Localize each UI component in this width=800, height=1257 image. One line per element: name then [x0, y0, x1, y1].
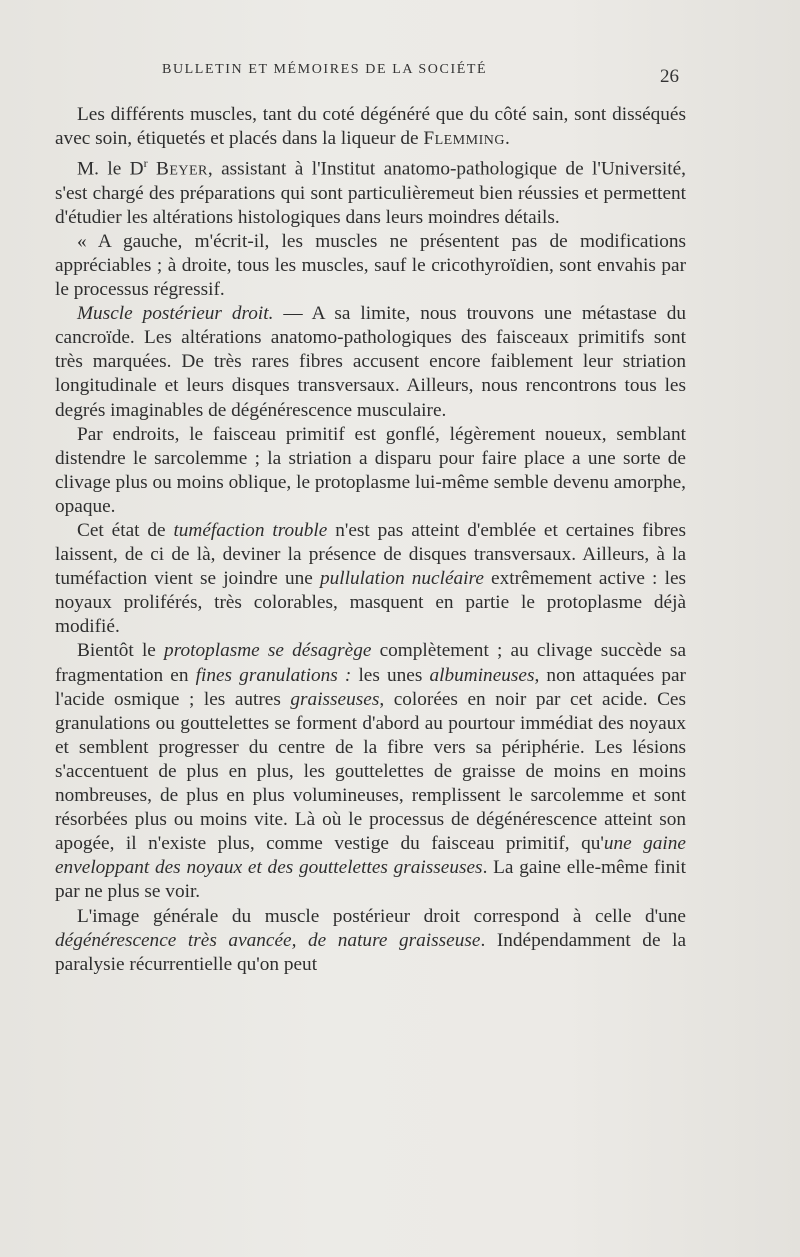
italic-phrase: pullulation nucléaire: [319, 568, 484, 590]
running-header: BULLETIN ET MÉMOIRES DE LA SOCIÉTÉ: [162, 62, 488, 77]
text-run: extrêmement active : les noyaux proliférés, très colorables, masquent en partie le protoplasme déjà modifié.: [55, 568, 686, 638]
text-run: Les différents muscles, tant du coté dégénéré que du côté sain, sont disséqués avec soin, étiquetés et placés dans la liqueur de: [55, 104, 686, 150]
text-run: Cet état de: [77, 520, 174, 542]
paragraph: [55, 302, 686, 422]
paragraph: [55, 423, 686, 519]
text-run: « A gauche, m'écrit-il, les muscles ne présentent pas de modifications appréciables ; à droite, tous les muscles, sauf le cricothyroïdien, sont envahis par le processus régressif.: [55, 230, 686, 301]
text-run: les unes: [351, 664, 430, 686]
paragraph: [55, 103, 686, 151]
body-text: [55, 103, 686, 977]
italic-phrase: tuméfaction trouble: [173, 520, 328, 542]
paragraph: [55, 230, 686, 302]
text-run: , colorées en noir par cet acide. Ces granulations ou gouttelettes se forment d'abord au pourtour immédiat des noyaux et semblent progresser du centre de la fibre vers sa périphérie. Les lésions s'accentuent de plus en plus, les gouttelettes de graisse de moins en moins nombreuses, de plus en plus volumineuses, remplissent le sarcolemme et sont résorbées plus ou moins vite. Là où le processus de dégénérescence atteint son apogée, il n'existe plus, comme vestige du faisceau primitif, qu': [55, 688, 686, 855]
italic-phrase: Muscle postérieur droit.: [77, 303, 274, 325]
italic-phrase: albumineuses: [429, 664, 535, 686]
text-run: .: [504, 128, 510, 150]
italic-phrase: fines granulations :: [195, 664, 352, 686]
text-run: . La gaine elle-même finit par ne plus se voir.: [55, 857, 686, 903]
text-run: — A sa limite, nous trouvons une métastase du cancroïde. Les altérations anatomo-pathologiques des faisceaux primitifs sont très marquées. De très rares fibres accusent encore faiblement leur striation longitudinale et leurs disques transversaux. Ailleurs, nous rencontrons tous les degrés imaginables de dégénérescence musculaire.: [55, 303, 687, 421]
page-number: 26: [660, 66, 679, 87]
text-run: M. le D: [77, 158, 144, 180]
paragraph: [55, 905, 686, 977]
text-run: , assistant à l'Institut anatomo-pathologique de l'Université, s'est chargé des préparations qui sont particulièremeut bien réussies et permettent d'étudier les altérations histologiques dans leurs moindres détails.: [55, 158, 686, 228]
paragraph: [55, 639, 686, 904]
paragraph: [55, 519, 686, 639]
paragraph: [55, 151, 686, 230]
text-run: complètement ; au clivage succède sa fragmentation en: [55, 640, 686, 686]
text-run: L'image générale du muscle postérieur droit correspond à celle d'une: [77, 905, 686, 927]
text-run: , non attaquées par l'acide osmique ; les autres: [55, 664, 686, 710]
author-name: Flemming: [423, 128, 505, 150]
text-run: n'est pas atteint d'emblée et certaines fibres laissent, de ci de là, deviner la présence de disques transversaux. Ailleurs, à la tuméfaction vient se joindre une: [55, 520, 686, 590]
italic-phrase: graisseuses: [290, 688, 380, 710]
text-run: Bientôt le: [77, 640, 165, 662]
author-name: Beyer: [155, 158, 208, 180]
text-run: [148, 159, 156, 180]
superscript: r: [143, 156, 148, 171]
italic-phrase: dégénérescence très avancée, de nature graisseuse: [55, 929, 481, 951]
italic-phrase: une gaine enveloppant des noyaux et des gouttelettes graisseuses: [55, 833, 686, 879]
text-run: Par endroits, le faisceau primitif est gonflé, légèrement noueux, semblant distendre le sarcolemme ; la striation a disparu pour faire place a une sorte de clivage plus ou moins oblique, le protoplasme lui-même semble devenu amorphe, opaque.: [55, 423, 686, 517]
text-run: . Indépendamment de la paralysie récurrentielle qu'on peut: [55, 929, 687, 975]
italic-phrase: protoplasme se désagrège: [164, 640, 372, 662]
